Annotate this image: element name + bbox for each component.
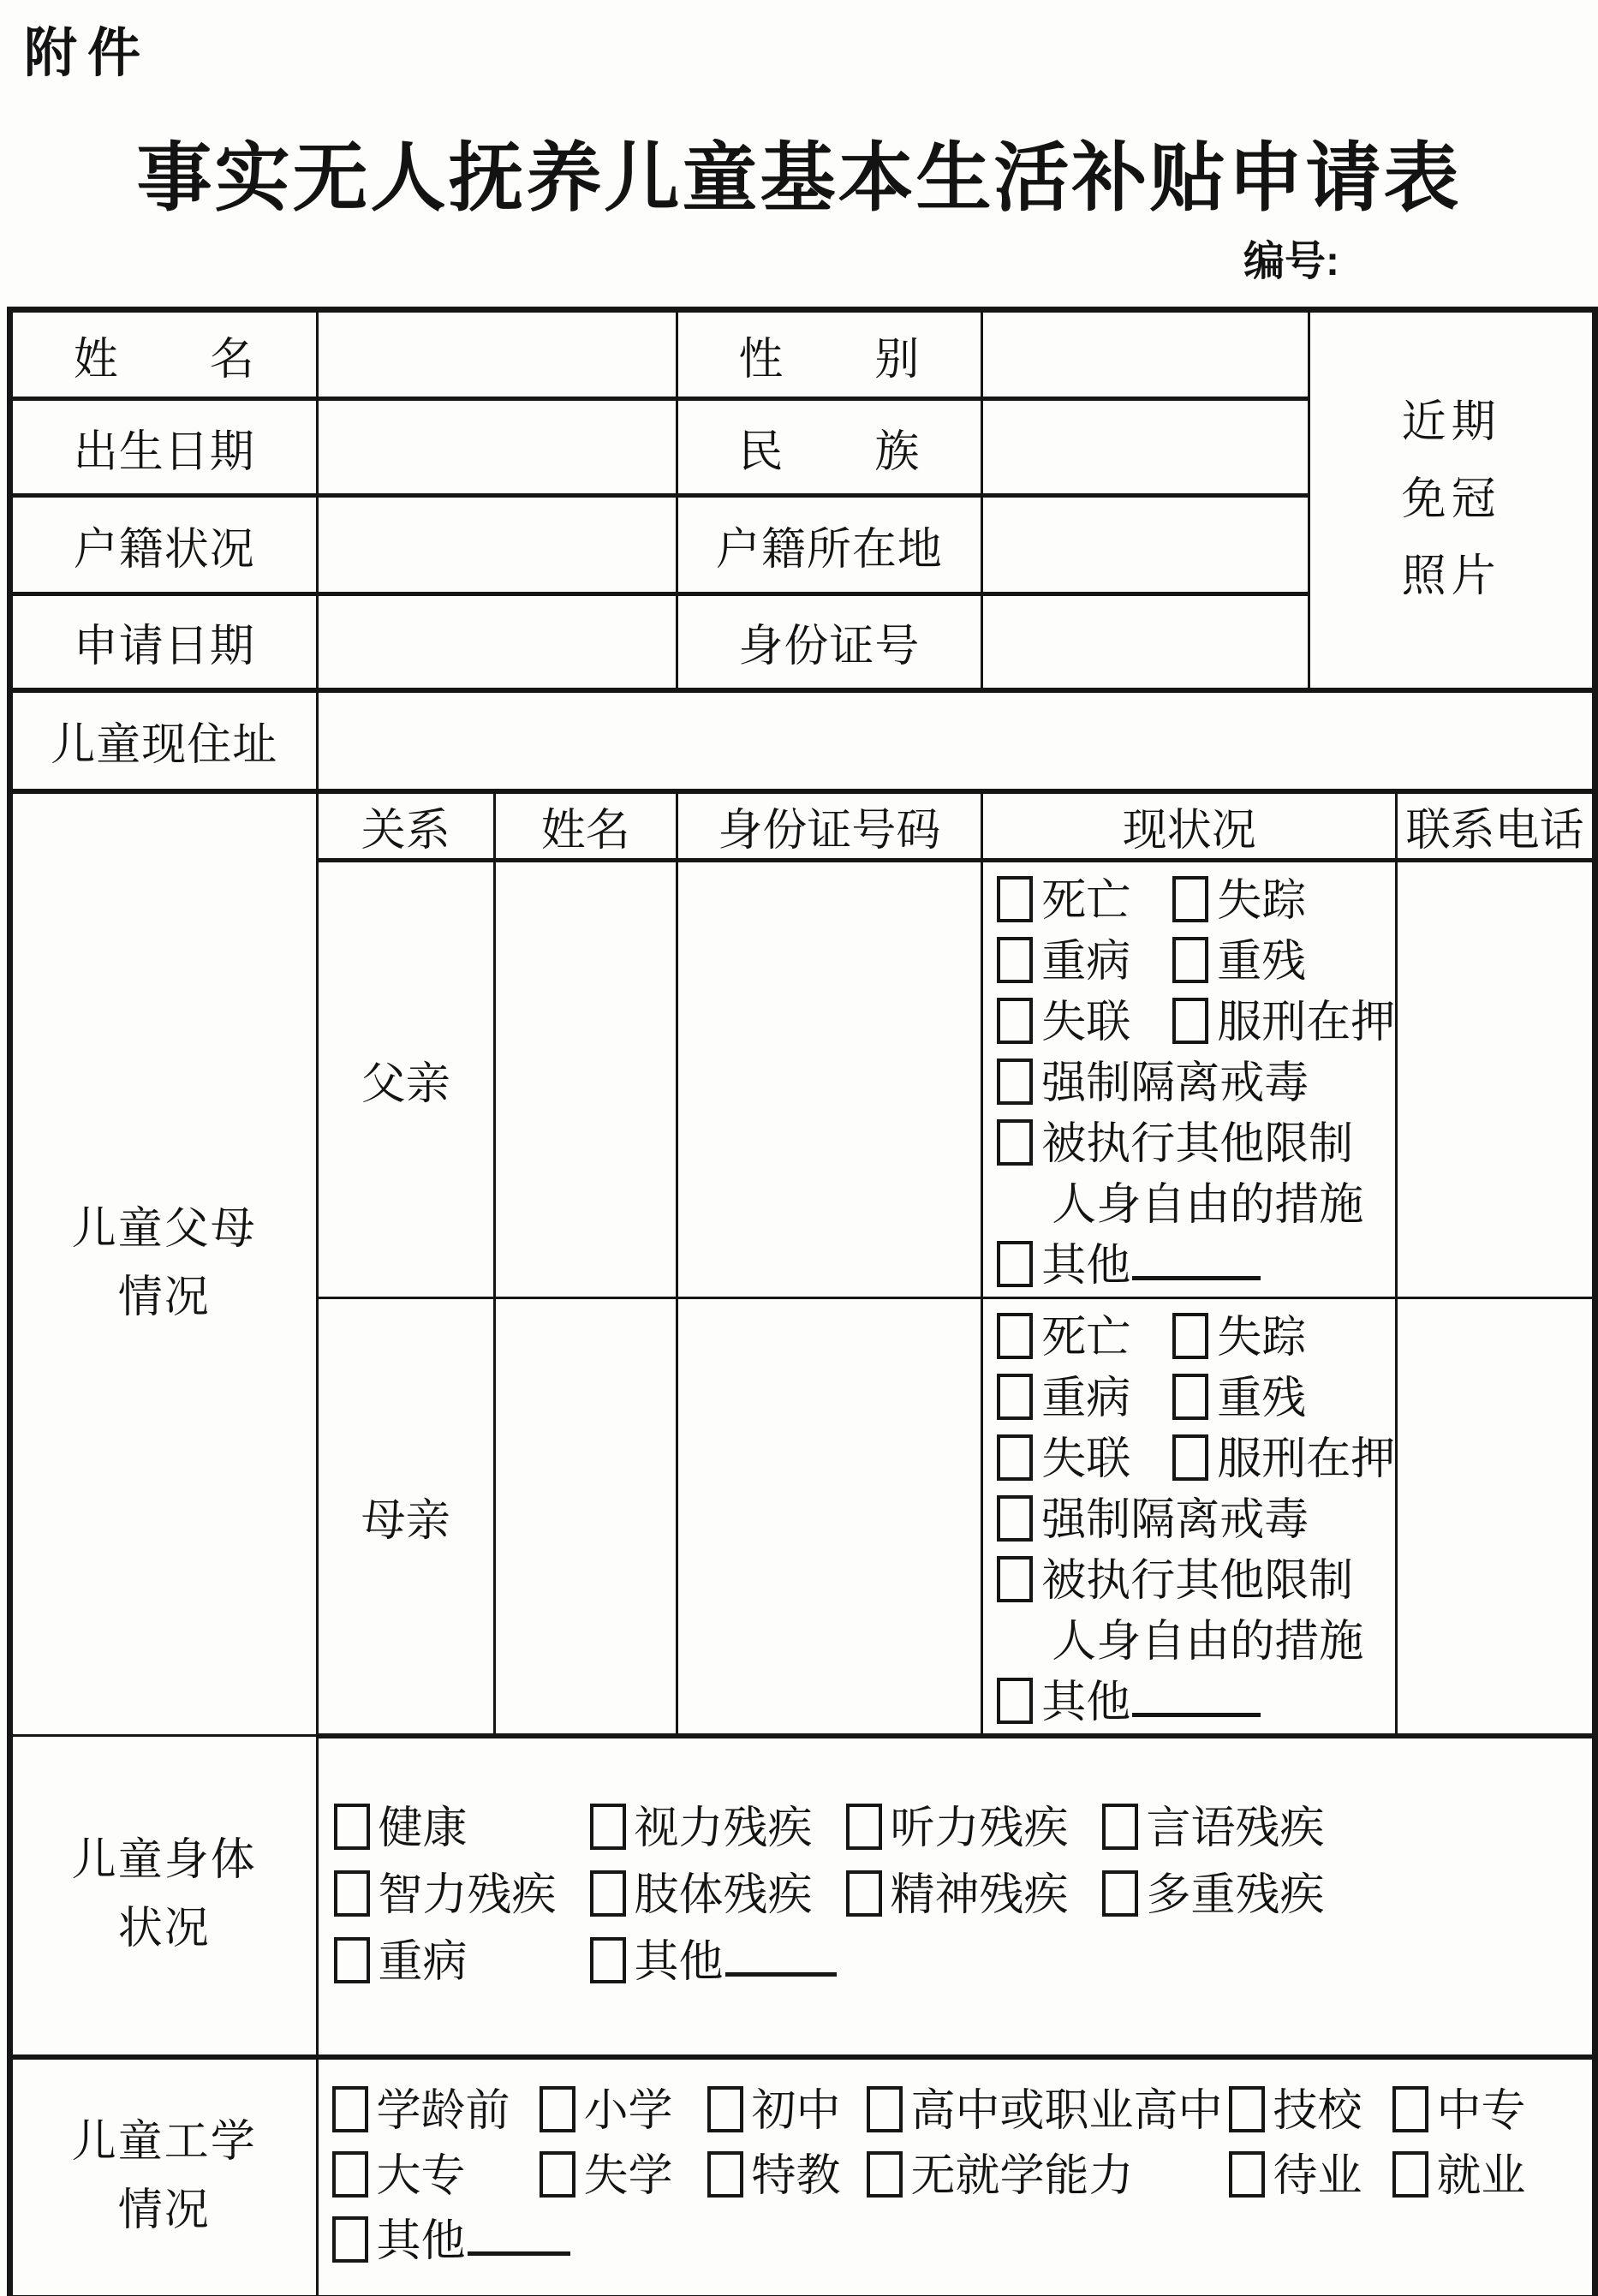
school-senior-high-checkbox[interactable]	[867, 2086, 903, 2132]
status-line	[997, 1673, 1395, 1733]
father-relation-label: 父亲	[317, 860, 495, 1297]
school-option: 技校	[1229, 2086, 1392, 2138]
father-in-prison-checkbox[interactable]	[1172, 998, 1208, 1044]
health-section-label	[10, 1736, 318, 2057]
father-drug-rehab-checkbox[interactable]	[997, 1059, 1033, 1105]
school-option: 无就学能力	[867, 2151, 1229, 2203]
school-employed-checkbox[interactable]	[1392, 2151, 1428, 2198]
col-header-status: 现状况	[982, 791, 1397, 861]
gender-input-cell[interactable]	[982, 310, 1309, 399]
father-restricted-freedom-checkbox[interactable]	[997, 1119, 1033, 1166]
health-multiple-disability-checkbox[interactable]	[1102, 1870, 1138, 1917]
status-line	[997, 1369, 1395, 1429]
status-line	[997, 1429, 1395, 1490]
photo-note-line: 照片	[1401, 552, 1501, 601]
status-option: 重病	[997, 932, 1172, 993]
mother-other-checkbox[interactable]	[997, 1678, 1033, 1724]
school-junior-high-checkbox[interactable]	[707, 2086, 743, 2132]
father-death-checkbox[interactable]	[997, 876, 1033, 922]
school-secondary-vocational-checkbox[interactable]	[1392, 2086, 1428, 2132]
health-serious-illness-checkbox[interactable]	[334, 1937, 370, 1983]
birth-date-input-cell[interactable]	[317, 399, 677, 496]
mother-death-checkbox[interactable]	[997, 1313, 1033, 1359]
mother-serious-illness-checkbox[interactable]	[997, 1374, 1033, 1420]
health-hearing-disability-checkbox[interactable]	[846, 1804, 882, 1850]
mother-restricted-freedom-checkbox[interactable]	[997, 1556, 1033, 1602]
status-line	[997, 1551, 1395, 1612]
school-option: 学龄前	[332, 2086, 540, 2138]
hukou-place-label: 户籍所在地	[677, 496, 982, 594]
status-option: 失踪	[1172, 877, 1306, 926]
id-number-input-cell[interactable]	[982, 594, 1309, 690]
status-option: 死亡	[997, 871, 1172, 932]
health-mental-disability-checkbox[interactable]	[846, 1870, 882, 1917]
status-option: 强制隔离戒毒	[997, 1059, 1309, 1108]
status-option: 被执行其他限制	[997, 1120, 1353, 1169]
status-line	[997, 1114, 1395, 1175]
id-number-label: 身份证号	[677, 594, 982, 690]
mother-lost-contact-checkbox[interactable]	[997, 1434, 1033, 1481]
mother-severe-disability-checkbox[interactable]	[1172, 1374, 1208, 1420]
health-option: 多重残疾	[1102, 1870, 1358, 1922]
health-option: 精神残疾	[846, 1870, 1102, 1922]
school-unemployed-checkbox[interactable]	[1229, 2151, 1265, 2198]
father-other-checkbox[interactable]	[997, 1241, 1033, 1287]
mother-in-prison-checkbox[interactable]	[1172, 1434, 1208, 1481]
status-option: 失联	[997, 1429, 1172, 1490]
health-option: 其他	[590, 1937, 846, 1989]
status-line	[997, 1308, 1395, 1369]
father-name-input-cell[interactable]	[495, 860, 677, 1297]
health-option: 肢体残疾	[590, 1870, 846, 1922]
school-options-cell	[317, 2057, 1595, 2296]
status-line-continuation: 人身自由的措施	[1052, 1180, 1364, 1230]
health-options-cell	[317, 1736, 1595, 2057]
health-healthy-checkbox[interactable]	[334, 1804, 370, 1850]
health-other-blank-line[interactable]	[725, 1965, 837, 1977]
status-line	[997, 932, 1395, 993]
page-title: 事实无人抚养儿童基本生活补贴申请表	[136, 138, 1462, 221]
school-primary-checkbox[interactable]	[540, 2086, 575, 2132]
father-id-input-cell[interactable]	[677, 860, 982, 1297]
mother-phone-input-cell[interactable]	[1397, 1297, 1595, 1736]
status-option: 其他	[997, 1242, 1261, 1291]
address-input-cell[interactable]	[317, 690, 1595, 791]
gender-label: 性 别	[677, 310, 982, 399]
school-other-checkbox[interactable]	[332, 2216, 368, 2263]
health-section-label-line: 状况	[117, 1905, 211, 1954]
status-option: 失踪	[1172, 1314, 1306, 1363]
photo-box[interactable]	[1309, 310, 1595, 690]
hukou-place-input-cell[interactable]	[982, 496, 1309, 594]
apply-date-label: 申请日期	[10, 594, 318, 690]
health-speech-disability-checkbox[interactable]	[1102, 1804, 1138, 1850]
health-visual-disability-checkbox[interactable]	[590, 1804, 626, 1850]
school-option: 其他	[332, 2216, 1529, 2268]
health-other-checkbox[interactable]	[590, 1937, 626, 1983]
health-option: 健康	[334, 1804, 590, 1855]
status-option: 服刑在押	[1172, 999, 1395, 1047]
father-lost-contact-checkbox[interactable]	[997, 998, 1033, 1044]
status-line	[997, 1490, 1395, 1551]
school-option: 中专	[1392, 2086, 1529, 2138]
parents-section-label-line: 情况	[117, 1273, 211, 1322]
health-option: 言语残疾	[1102, 1804, 1358, 1855]
school-option: 小学	[540, 2086, 707, 2138]
school-college-checkbox[interactable]	[332, 2151, 368, 2198]
school-option: 高中或职业高中	[867, 2086, 1229, 2138]
name-label: 姓 名	[10, 310, 318, 399]
parents-section-label-line: 儿童父母	[71, 1204, 257, 1254]
col-header-phone: 联系电话	[1397, 791, 1595, 861]
col-header-id-number: 身份证号码	[677, 791, 982, 861]
status-option: 其他	[997, 1679, 1261, 1727]
parents-section-label	[10, 791, 318, 1736]
status-option: 重残	[1172, 938, 1306, 987]
health-option: 智力残疾	[334, 1870, 590, 1922]
status-option: 被执行其他限制	[997, 1557, 1353, 1606]
school-unable-to-study-checkbox[interactable]	[867, 2151, 903, 2198]
father-other-blank-line[interactable]	[1132, 1268, 1261, 1280]
school-option: 初中	[707, 2086, 867, 2138]
address-label: 儿童现住址	[10, 690, 318, 791]
father-status-options	[982, 860, 1397, 1297]
status-option: 死亡	[997, 1308, 1172, 1369]
status-line-continuation: 人身自由的措施	[1052, 1617, 1364, 1667]
status-line	[997, 1053, 1395, 1114]
ethnicity-label: 民 族	[677, 399, 982, 496]
father-missing-checkbox[interactable]	[1172, 876, 1208, 922]
status-line	[997, 871, 1395, 932]
school-section-label-line: 儿童工学	[71, 2118, 257, 2168]
mother-missing-checkbox[interactable]	[1172, 1313, 1208, 1359]
status-option: 重病	[997, 1369, 1172, 1429]
mother-id-input-cell[interactable]	[677, 1297, 982, 1736]
father-phone-input-cell[interactable]	[1397, 860, 1595, 1297]
school-section-label	[10, 2057, 318, 2296]
father-severe-disability-checkbox[interactable]	[1172, 937, 1208, 983]
status-option: 失联	[997, 993, 1172, 1053]
status-line	[997, 993, 1395, 1053]
mother-drug-rehab-checkbox[interactable]	[997, 1495, 1033, 1542]
status-line	[997, 1236, 1395, 1297]
father-serious-illness-checkbox[interactable]	[997, 937, 1033, 983]
status-option: 强制隔离戒毒	[997, 1496, 1309, 1545]
school-option: 失学	[540, 2151, 707, 2203]
health-intellectual-disability-checkbox[interactable]	[334, 1870, 370, 1917]
apply-date-input-cell[interactable]	[317, 594, 677, 690]
school-special-education-checkbox[interactable]	[707, 2151, 743, 2198]
health-option: 听力残疾	[846, 1804, 1102, 1855]
health-option: 重病	[334, 1937, 590, 1989]
mother-relation-label: 母亲	[317, 1297, 495, 1736]
mother-status-options	[982, 1297, 1397, 1736]
mother-other-blank-line[interactable]	[1132, 1705, 1261, 1717]
name-input-cell[interactable]	[317, 310, 677, 399]
health-option: 视力残疾	[590, 1804, 846, 1855]
school-option: 特教	[707, 2151, 867, 2203]
ethnicity-input-cell[interactable]	[982, 399, 1309, 496]
school-preschool-checkbox[interactable]	[332, 2086, 368, 2132]
status-option: 服刑在押	[1172, 1435, 1395, 1484]
birth-date-label: 出生日期	[10, 399, 318, 496]
application-form-table	[7, 307, 1598, 2296]
school-section-label-line: 情况	[117, 2186, 211, 2236]
col-header-relation: 关系	[317, 791, 495, 861]
photo-note-line: 近期	[1401, 397, 1501, 447]
school-other-blank-line[interactable]	[468, 2244, 570, 2256]
photo-note-line: 免冠	[1401, 474, 1501, 524]
health-section-label-line: 儿童身体	[71, 1836, 257, 1886]
status-option: 重残	[1172, 1375, 1306, 1423]
health-physical-disability-checkbox[interactable]	[590, 1870, 626, 1917]
serial-number-label: 编号:	[1243, 239, 1339, 284]
col-header-name: 姓名	[495, 791, 677, 861]
hukou-status-input-cell[interactable]	[317, 496, 677, 594]
attachment-label: 附件	[24, 24, 152, 83]
school-out-of-school-checkbox[interactable]	[540, 2151, 575, 2198]
school-option: 就业	[1392, 2151, 1529, 2203]
hukou-status-label: 户籍状况	[10, 496, 318, 594]
mother-name-input-cell[interactable]	[495, 1297, 677, 1736]
school-technical-school-checkbox[interactable]	[1229, 2086, 1265, 2132]
school-option: 大专	[332, 2151, 540, 2203]
school-option: 待业	[1229, 2151, 1392, 2203]
